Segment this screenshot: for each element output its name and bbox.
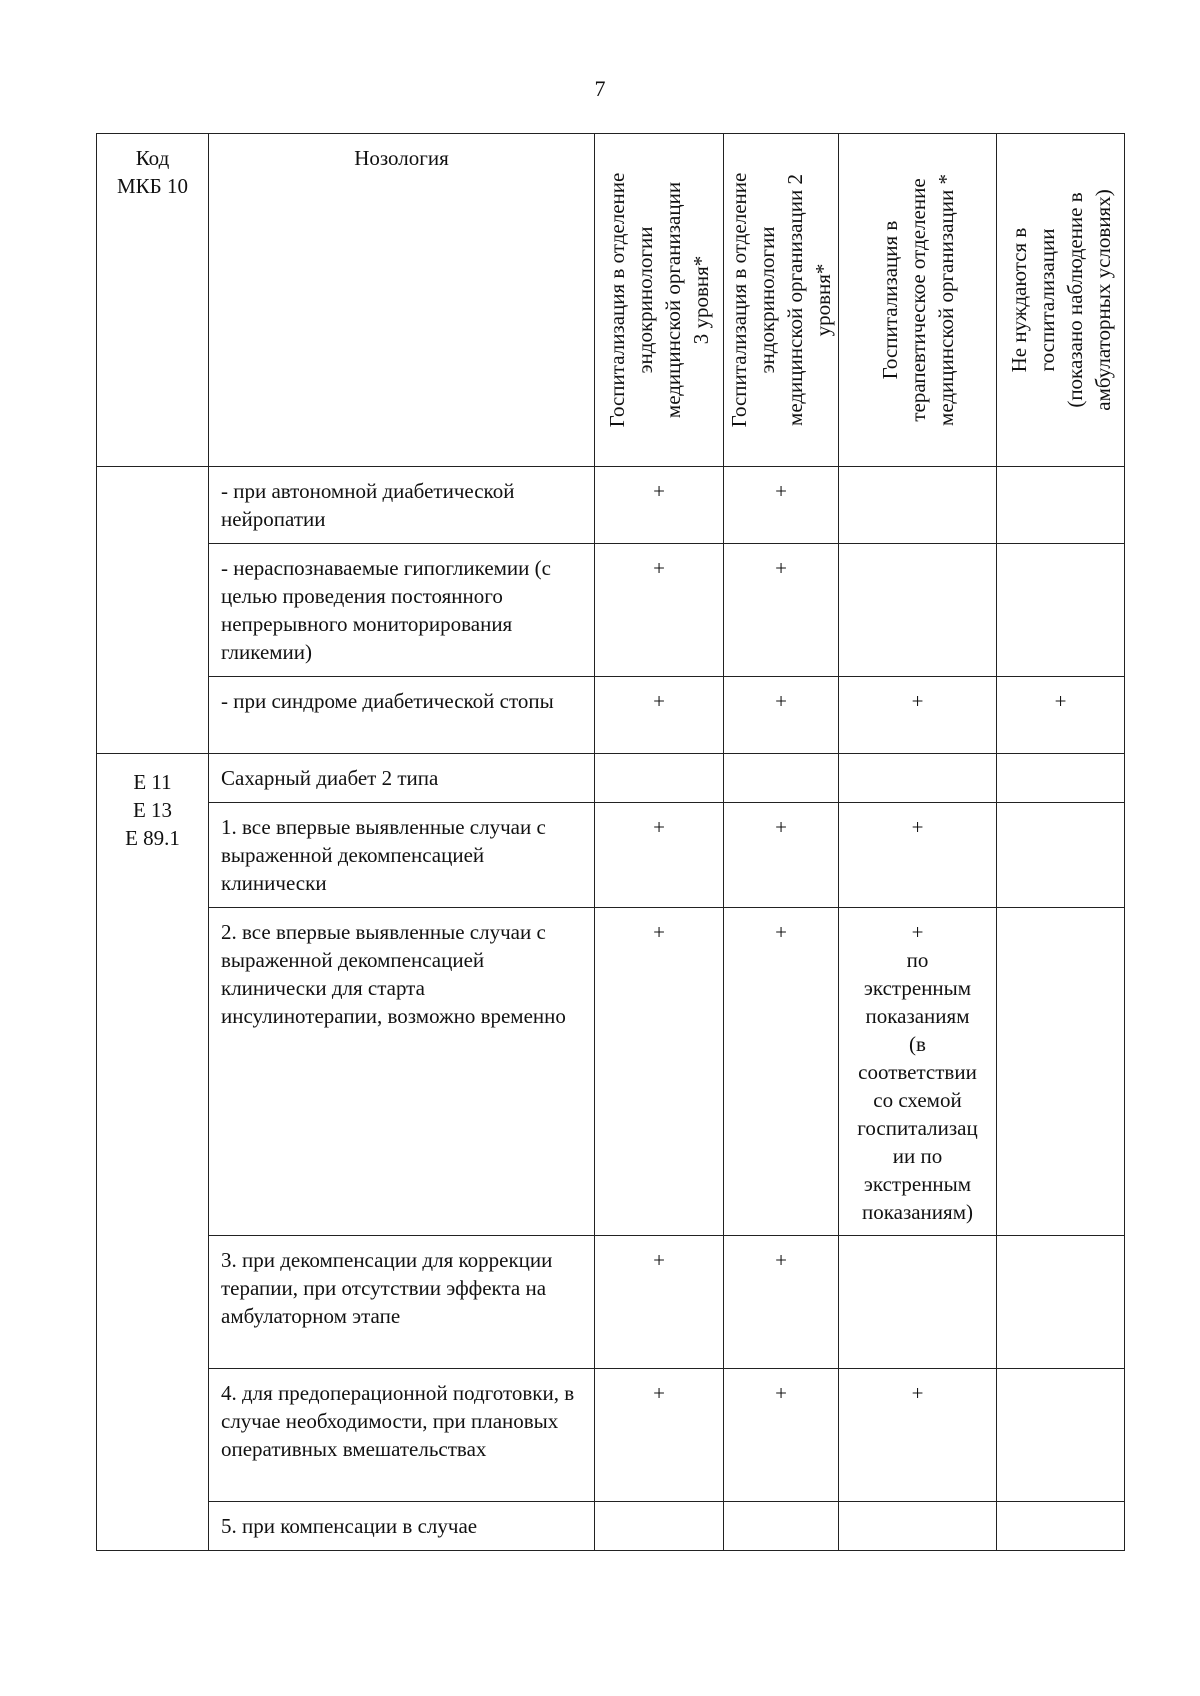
mark-line: госпитализац (857, 1116, 978, 1140)
header-line: Не нуждаются в (1006, 227, 1031, 373)
table-row (97, 1502, 1125, 1551)
header-line: (показано наблюдение в (1062, 192, 1087, 408)
emergency-indication-cell (839, 908, 997, 1236)
mark-line: ии по (892, 1144, 943, 1168)
header-endocrinology-level2 (724, 134, 839, 467)
page-number: 7 (594, 76, 606, 101)
header-code (97, 134, 209, 467)
mark-line: соответствии (858, 1060, 977, 1084)
header-code-line: МКБ 10 (117, 174, 188, 198)
table-row (97, 908, 1125, 1236)
nosology-cell: - при синдроме диабетической стопы (209, 677, 595, 754)
mark-line: экстренным (863, 976, 972, 1000)
mark-cell: + (595, 544, 724, 677)
mark-cell: + (595, 1236, 724, 1369)
mark-cell (595, 1502, 724, 1551)
mark-cell: + (839, 677, 997, 754)
header-line: госпитализации (1034, 228, 1059, 372)
header-line: Госпитализация в (877, 220, 902, 380)
table-row (97, 677, 1125, 754)
icd-code: Е 11 (133, 770, 172, 794)
mark-line: со схемой (873, 1088, 962, 1112)
mark-line: + (911, 920, 924, 944)
mark-cell: + (595, 803, 724, 908)
hospitalization-table (96, 133, 1125, 1551)
mark-cell (839, 1502, 997, 1551)
header-no-hospitalization (997, 134, 1125, 467)
header-endocrinology-level3 (595, 134, 724, 467)
icd-code: Е 13 (132, 798, 173, 822)
mark-cell: + (724, 544, 839, 677)
mark-cell (595, 754, 724, 803)
mark-cell (997, 1502, 1125, 1551)
table-row (97, 1236, 1125, 1369)
mark-line: по (906, 948, 929, 972)
table-row (97, 467, 1125, 544)
mark-cell: + (595, 908, 724, 1236)
mark-cell (724, 754, 839, 803)
nosology-cell: Сахарный диабет 2 типа (209, 754, 595, 803)
mark-cell (997, 1236, 1125, 1369)
header-line: медицинской организации 2 (783, 174, 807, 426)
header-line: уровня* (811, 263, 835, 337)
header-line: Госпитализация в отделение (727, 172, 751, 428)
table-row (97, 803, 1125, 908)
mark-cell: + (724, 467, 839, 544)
mark-cell: + (997, 677, 1125, 754)
header-line: эндокринологии (755, 226, 779, 374)
header-row (97, 134, 1125, 467)
icd-code: Е 89.1 (125, 826, 180, 850)
nosology-cell: 5. при компенсации в случае (209, 1502, 595, 1551)
mark-cell: + (595, 1369, 724, 1502)
header-line: 3 уровня* (689, 255, 713, 345)
mark-line: показаниям (865, 1004, 970, 1028)
header-line: амбулаторных условиях) (1090, 189, 1115, 411)
mark-cell: + (839, 1369, 997, 1502)
mark-line: экстренным (863, 1172, 972, 1196)
table-row (97, 544, 1125, 677)
mark-cell (997, 544, 1125, 677)
mark-cell (839, 467, 997, 544)
mark-cell: + (724, 1236, 839, 1369)
code-cell-empty (97, 467, 209, 754)
nosology-cell: 3. при декомпенсации для коррекции терапии, при отсутствии эффекта на амбулаторном этапе (209, 1236, 595, 1369)
mark-cell: + (724, 803, 839, 908)
table-row (97, 754, 1125, 803)
mark-cell (997, 1369, 1125, 1502)
mark-cell (997, 754, 1125, 803)
mark-cell (839, 544, 997, 677)
mark-cell (839, 754, 997, 803)
mark-line: показаниям) (862, 1200, 973, 1224)
table-row (97, 1369, 1125, 1502)
header-line: терапевтическое отделение (905, 178, 930, 422)
mark-cell (724, 1502, 839, 1551)
mark-cell: + (595, 467, 724, 544)
nosology-cell: 2. все впервые выявленные случаи с выраженной декомпенсацией клинически для старта инсулинотерапии, возможно временно (209, 908, 595, 1236)
header-line: эндокринологии (633, 226, 657, 374)
mark-cell: + (724, 908, 839, 1236)
mark-cell: + (724, 677, 839, 754)
mark-cell: + (724, 1369, 839, 1502)
header-line: Госпитализация в отделение (605, 172, 629, 428)
header-nosology: Нозология (209, 134, 595, 467)
header-code-line: Код (135, 146, 170, 170)
mark-cell: + (839, 803, 997, 908)
header-line: медицинской организации * (933, 174, 958, 426)
nosology-cell: - при автономной диабетической нейропатии (209, 467, 595, 544)
nosology-cell: 1. все впервые выявленные случаи с выраженной декомпенсацией клинически (209, 803, 595, 908)
header-line: медицинской организации (661, 181, 685, 419)
nosology-cell: - нераспознаваемые гипогликемии (с целью проведения постоянного непрерывного мониторирования гликемии) (209, 544, 595, 677)
mark-cell (997, 908, 1125, 1236)
header-therapeutic-department (839, 134, 997, 467)
mark-cell (997, 467, 1125, 544)
mark-cell: + (595, 677, 724, 754)
mark-cell (997, 803, 1125, 908)
code-cell (97, 754, 209, 1551)
mark-line: (в (909, 1032, 926, 1056)
mark-cell (839, 1236, 997, 1369)
nosology-cell: 4. для предоперационной подготовки, в случае необходимости, при плановых оперативных вмешательствах (209, 1369, 595, 1502)
